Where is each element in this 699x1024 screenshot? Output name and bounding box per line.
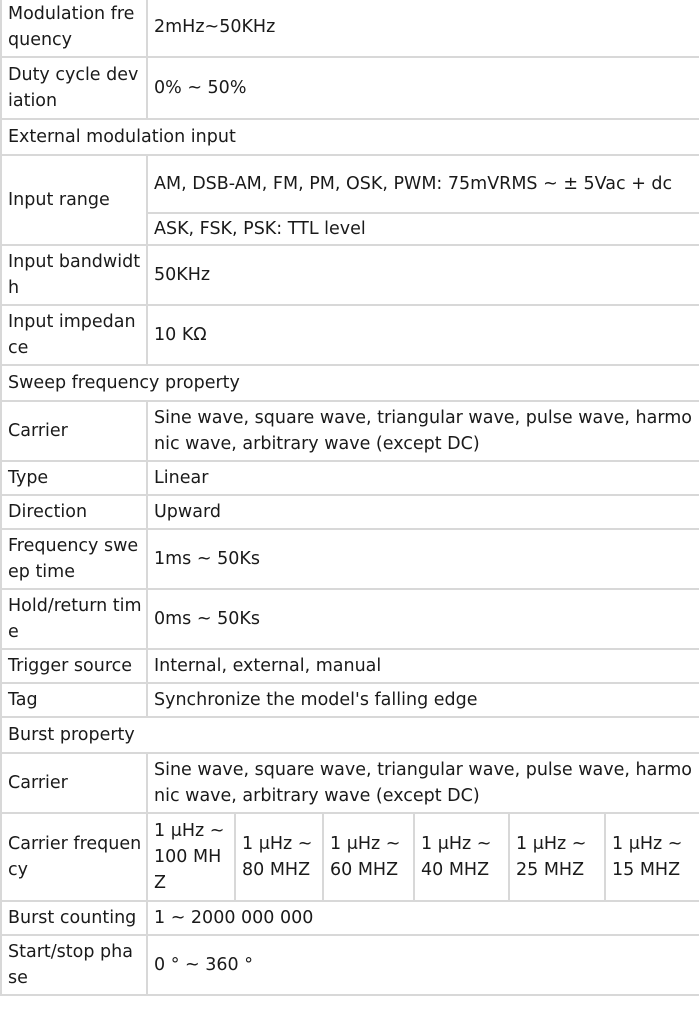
spec-row-input-bandwidth <box>1 245 699 305</box>
spec-label: Input impedance <box>1 305 147 365</box>
spec-label: Carrier frequency <box>1 813 147 901</box>
spec-label: Input range <box>1 155 147 245</box>
spec-label: Input bandwidth <box>1 245 147 305</box>
spec-row-start-stop-phase <box>1 935 699 995</box>
carrier-frequency-model-1: 1 μHz ~ 100 MHZ <box>147 813 235 901</box>
spec-row-input-impedance <box>1 305 699 365</box>
spec-row-sweep-carrier <box>1 401 699 461</box>
spec-value: AM, DSB-AM, FM, PM, OSK, PWM: 75mVRMS ~ ± 5Vac + dc <box>147 155 699 213</box>
spec-value: 10 KΩ <box>147 305 699 365</box>
spec-label: Direction <box>1 495 147 529</box>
spec-label: Modulation frequency <box>1 0 147 57</box>
spec-value: Linear <box>147 461 699 495</box>
spec-row-input-range <box>1 155 699 213</box>
section-header-burst-property <box>1 717 699 753</box>
carrier-frequency-model-3: 1 μHz ~ 60 MHZ <box>323 813 414 901</box>
spec-row-burst-carrier <box>1 753 699 813</box>
spec-row-trigger-source <box>1 649 699 683</box>
spec-row-type <box>1 461 699 495</box>
section-title: Sweep frequency property <box>1 365 699 401</box>
spec-label: Duty cycle deviation <box>1 57 147 119</box>
spec-label: Carrier <box>1 401 147 461</box>
spec-row-carrier-frequency <box>1 813 699 901</box>
spec-label: Burst counting <box>1 901 147 935</box>
spec-value: 2mHz~50KHz <box>147 0 699 57</box>
spec-label: Hold/return time <box>1 589 147 649</box>
spec-value: Sine wave, square wave, triangular wave, pulse wave, harmonic wave, arbitrary wave (except DC) <box>147 401 699 461</box>
spec-value: 50KHz <box>147 245 699 305</box>
spec-label: Type <box>1 461 147 495</box>
spec-row-frequency-sweep-time <box>1 529 699 589</box>
spec-label: Tag <box>1 683 147 717</box>
carrier-frequency-model-4: 1 μHz ~ 40 MHZ <box>414 813 509 901</box>
carrier-frequency-model-6: 1 μHz ~ 15 MHZ <box>605 813 699 901</box>
spec-value: 1 ~ 2000 000 000 <box>147 901 699 935</box>
spec-value: 0 ° ~ 360 ° <box>147 935 699 995</box>
section-title: Burst property <box>1 717 699 753</box>
section-header-external-modulation-input <box>1 119 699 155</box>
section-title: External modulation input <box>1 119 699 155</box>
spec-row-direction <box>1 495 699 529</box>
spec-value: 0% ~ 50% <box>147 57 699 119</box>
spec-value: ASK, FSK, PSK: TTL level <box>147 213 699 245</box>
spec-row-burst-counting <box>1 901 699 935</box>
carrier-frequency-model-5: 1 μHz ~ 25 MHZ <box>509 813 605 901</box>
spec-label: Frequency sweep time <box>1 529 147 589</box>
spec-value: 0ms ~ 50Ks <box>147 589 699 649</box>
spec-label: Carrier <box>1 753 147 813</box>
spec-value: Synchronize the model's falling edge <box>147 683 699 717</box>
spec-value: 1ms ~ 50Ks <box>147 529 699 589</box>
spec-value: Internal, external, manual <box>147 649 699 683</box>
spec-row-duty-cycle-deviation <box>1 57 699 119</box>
spec-value: Upward <box>147 495 699 529</box>
section-header-sweep-frequency-property <box>1 365 699 401</box>
spec-row-modulation-frequency <box>1 0 699 57</box>
spec-row-hold-return-time <box>1 589 699 649</box>
spec-value: Sine wave, square wave, triangular wave, pulse wave, harmonic wave, arbitrary wave (except DC) <box>147 753 699 813</box>
carrier-frequency-model-2: 1 μHz ~ 80 MHZ <box>235 813 323 901</box>
spec-row-tag <box>1 683 699 717</box>
spec-label: Trigger source <box>1 649 147 683</box>
spec-label: Start/stop phase <box>1 935 147 995</box>
